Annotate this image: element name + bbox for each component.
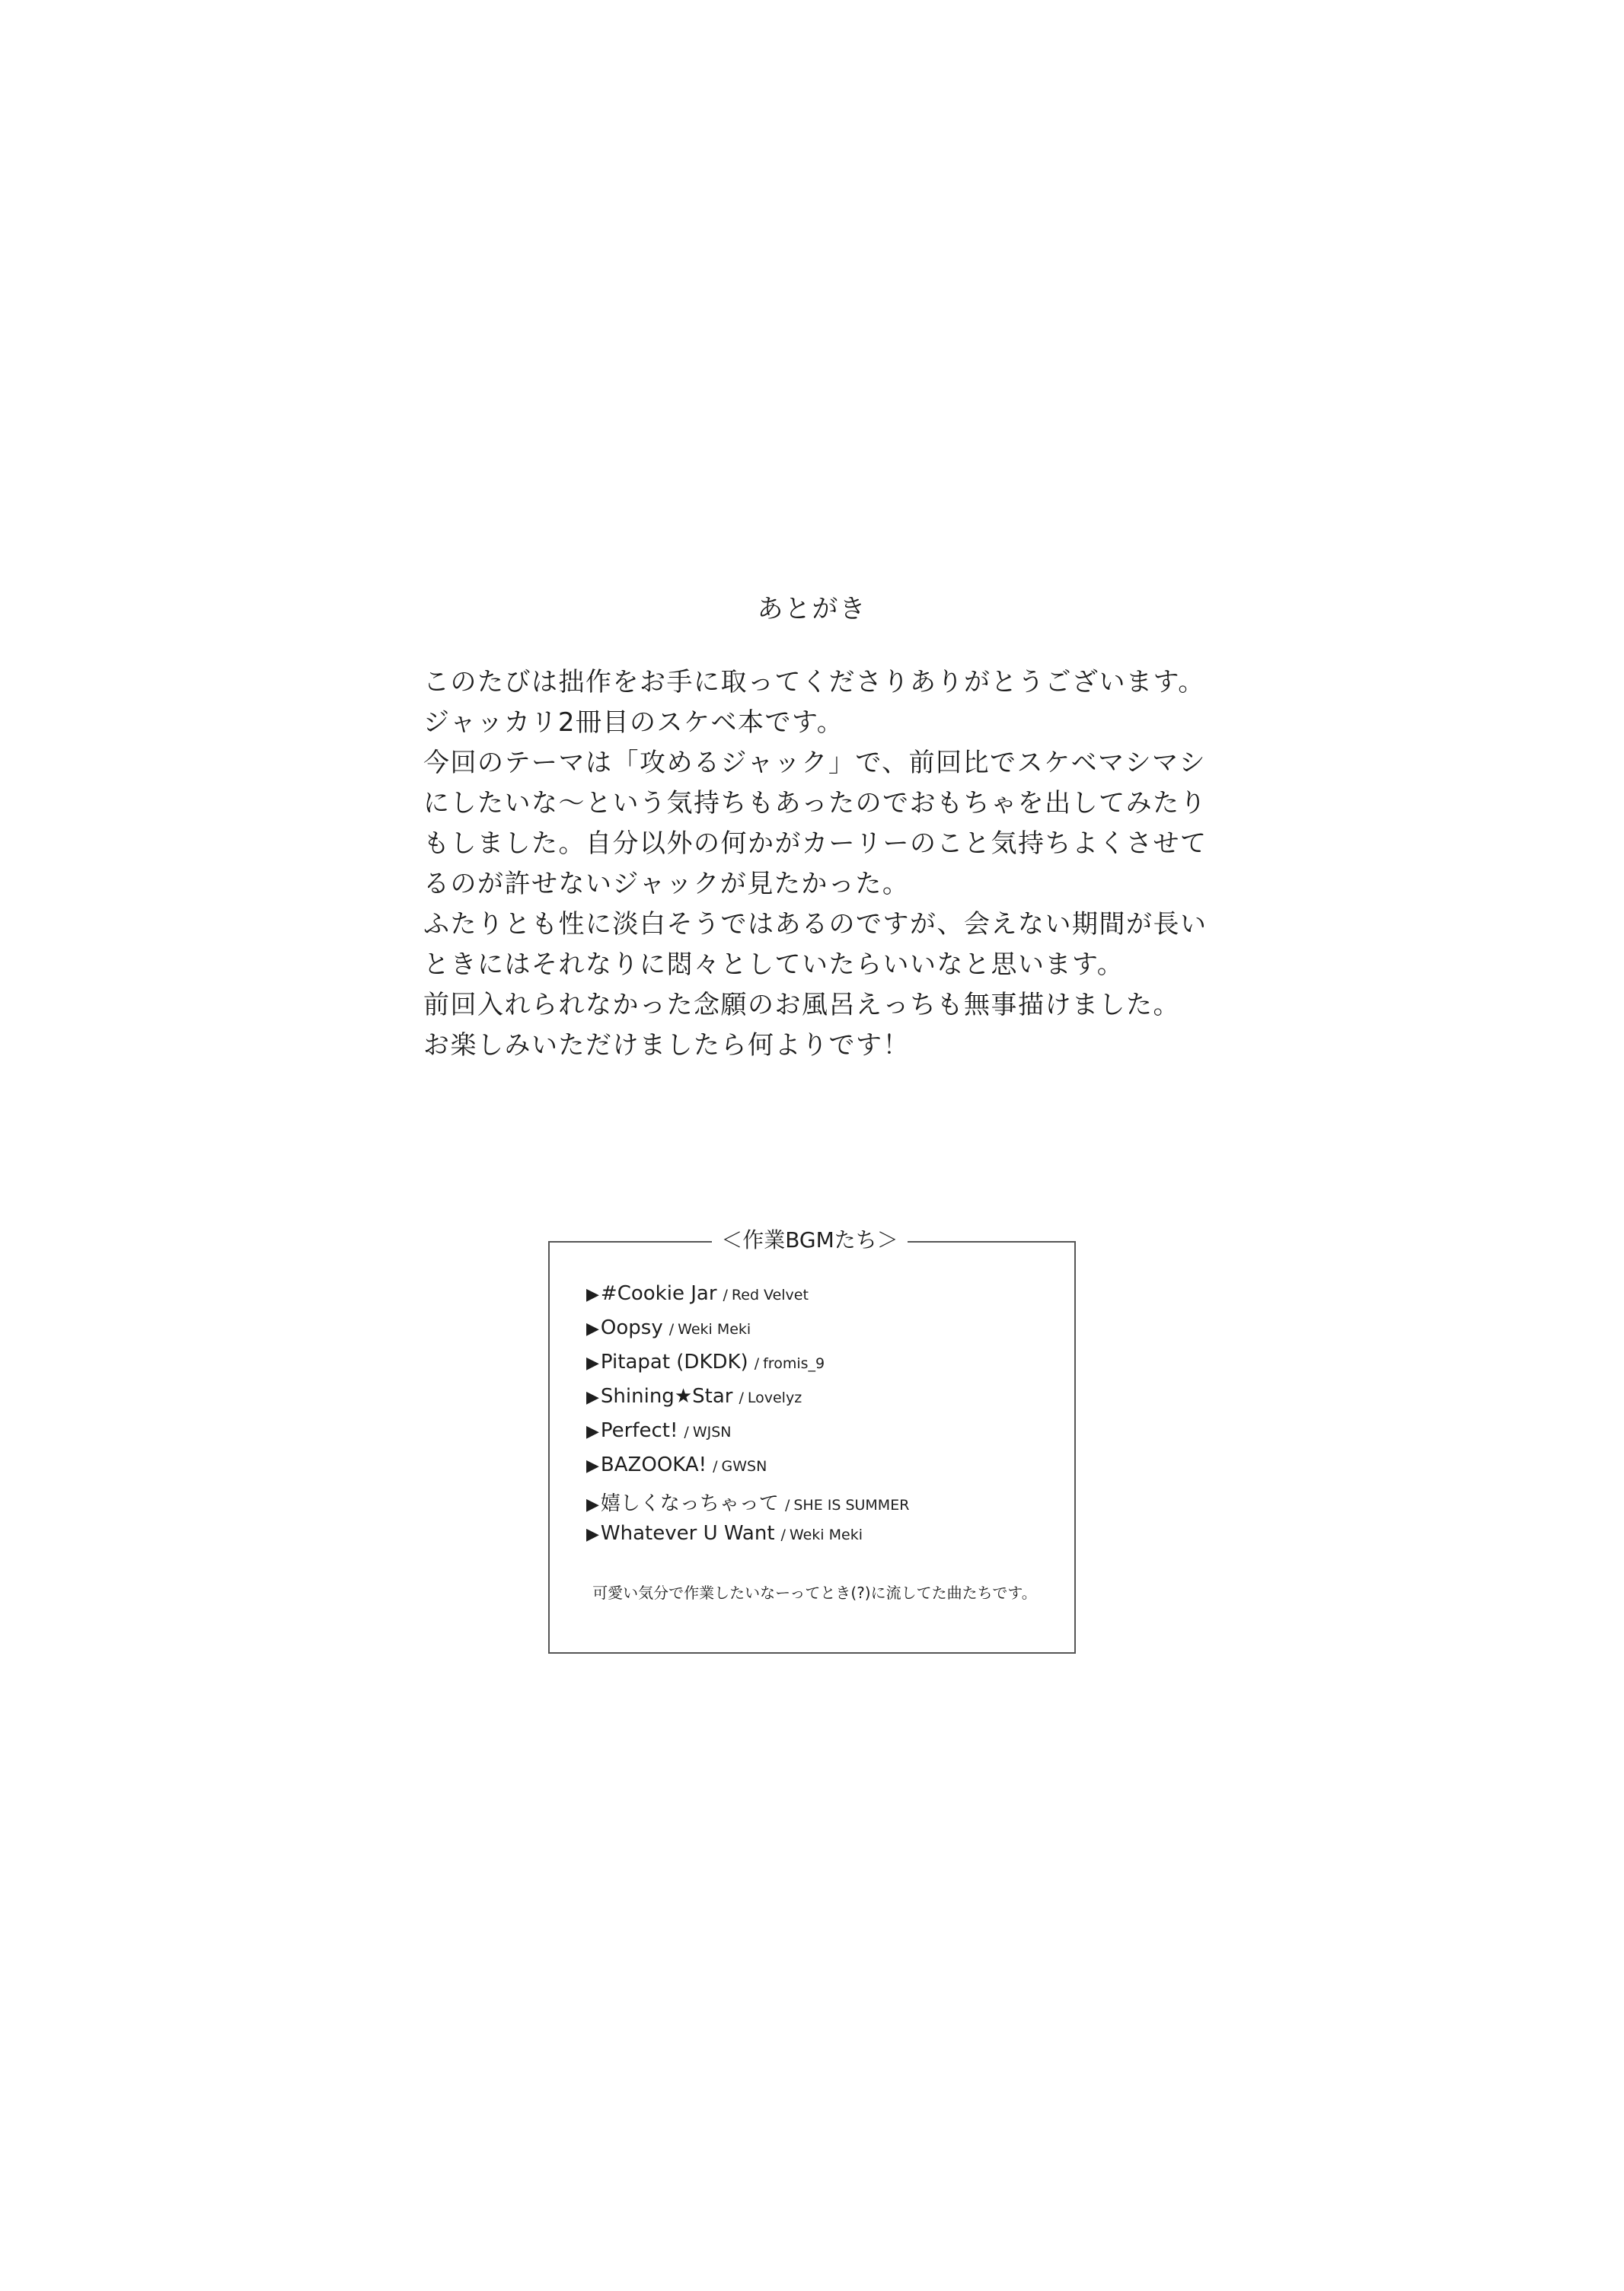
track-song: Oopsy: [600, 1316, 663, 1339]
track-artist: WJSN: [692, 1424, 732, 1441]
track-separator: /: [713, 1458, 718, 1475]
track-artist: SHE IS SUMMER: [793, 1497, 910, 1514]
bgm-title: ＜作業BGMたち＞: [712, 1225, 908, 1256]
track-song: #Cookie Jar: [600, 1282, 717, 1305]
afterword-title: あとがき: [757, 594, 867, 624]
track-item: [586, 1453, 1058, 1488]
track-artist: Red Velvet: [731, 1287, 809, 1303]
play-arrow-icon: ▶: [586, 1388, 599, 1407]
afterword-line: 今回のテーマは「攻めるジャック」で、前回比でスケベマシマシ: [423, 748, 1207, 778]
track-artist: Weki Meki: [678, 1321, 751, 1338]
bgm-box-divider: [908, 1241, 1076, 1243]
afterword-line: お楽しみいただけましたら何よりです！: [423, 1030, 910, 1061]
track-song: Perfect!: [600, 1419, 678, 1442]
track-separator: /: [723, 1287, 728, 1303]
track-song: 嬉しくなっちゃって: [600, 1492, 779, 1515]
track-separator: /: [739, 1390, 744, 1406]
track-artist: GWSN: [721, 1458, 767, 1475]
bgm-note: 可愛い気分で作業したいなーってとき(?)に流してた曲たちです。: [592, 1584, 1037, 1602]
afterword-body: [423, 662, 1261, 1066]
play-arrow-icon: ▶: [586, 1495, 599, 1514]
play-arrow-icon: ▶: [586, 1354, 599, 1373]
afterword-line: ジャッカリ2冊目のスケベ本です。: [423, 707, 844, 738]
track-item: [586, 1488, 1058, 1522]
track-artist: Lovelyz: [747, 1390, 802, 1406]
track-separator: /: [784, 1497, 790, 1514]
play-arrow-icon: ▶: [586, 1525, 599, 1544]
bgm-box-divider: [548, 1241, 712, 1243]
track-separator: /: [684, 1424, 689, 1441]
play-arrow-icon: ▶: [586, 1319, 599, 1339]
track-item: [586, 1522, 1058, 1556]
afterword-line: 前回入れられなかった念願のお風呂えっちも無事描けました。: [423, 990, 1180, 1020]
track-item: [586, 1282, 1058, 1316]
afterword-line: ときにはそれなりに悶々としていたらいいなと思います。: [423, 949, 1125, 980]
track-artist: Weki Meki: [789, 1527, 863, 1543]
track-separator: /: [754, 1355, 760, 1372]
afterword-line: にしたいな〜という気持ちもあったのでおもちゃを出してみたり: [423, 788, 1208, 818]
track-song: Shining★Star: [600, 1385, 733, 1408]
track-separator: /: [780, 1527, 786, 1543]
track-item: [586, 1419, 1058, 1453]
afterword-line: もしました。自分以外の何かがカーリーのこと気持ちよくさせて: [423, 828, 1208, 859]
play-arrow-icon: ▶: [586, 1457, 599, 1476]
play-arrow-icon: ▶: [586, 1422, 599, 1441]
afterword-line: このたびは拙作をお手に取ってくださりありがとうございます。: [423, 667, 1205, 697]
track-item: [586, 1351, 1058, 1385]
track-item: [586, 1316, 1058, 1351]
play-arrow-icon: ▶: [586, 1285, 599, 1304]
track-separator: /: [668, 1321, 675, 1338]
bgm-track-list: [586, 1282, 1058, 1556]
track-item: [586, 1385, 1058, 1419]
afterword-line: ふたりとも性に淡白そうではあるのですが、会えない期間が長い: [423, 909, 1208, 940]
track-song: Whatever U Want: [600, 1522, 775, 1545]
track-song: BAZOOKA!: [600, 1453, 707, 1476]
afterword-line: るのが許せないジャックが見たかった。: [423, 869, 910, 899]
track-artist: fromis_9: [763, 1355, 825, 1372]
track-song: Pitapat (DKDK): [600, 1351, 748, 1374]
